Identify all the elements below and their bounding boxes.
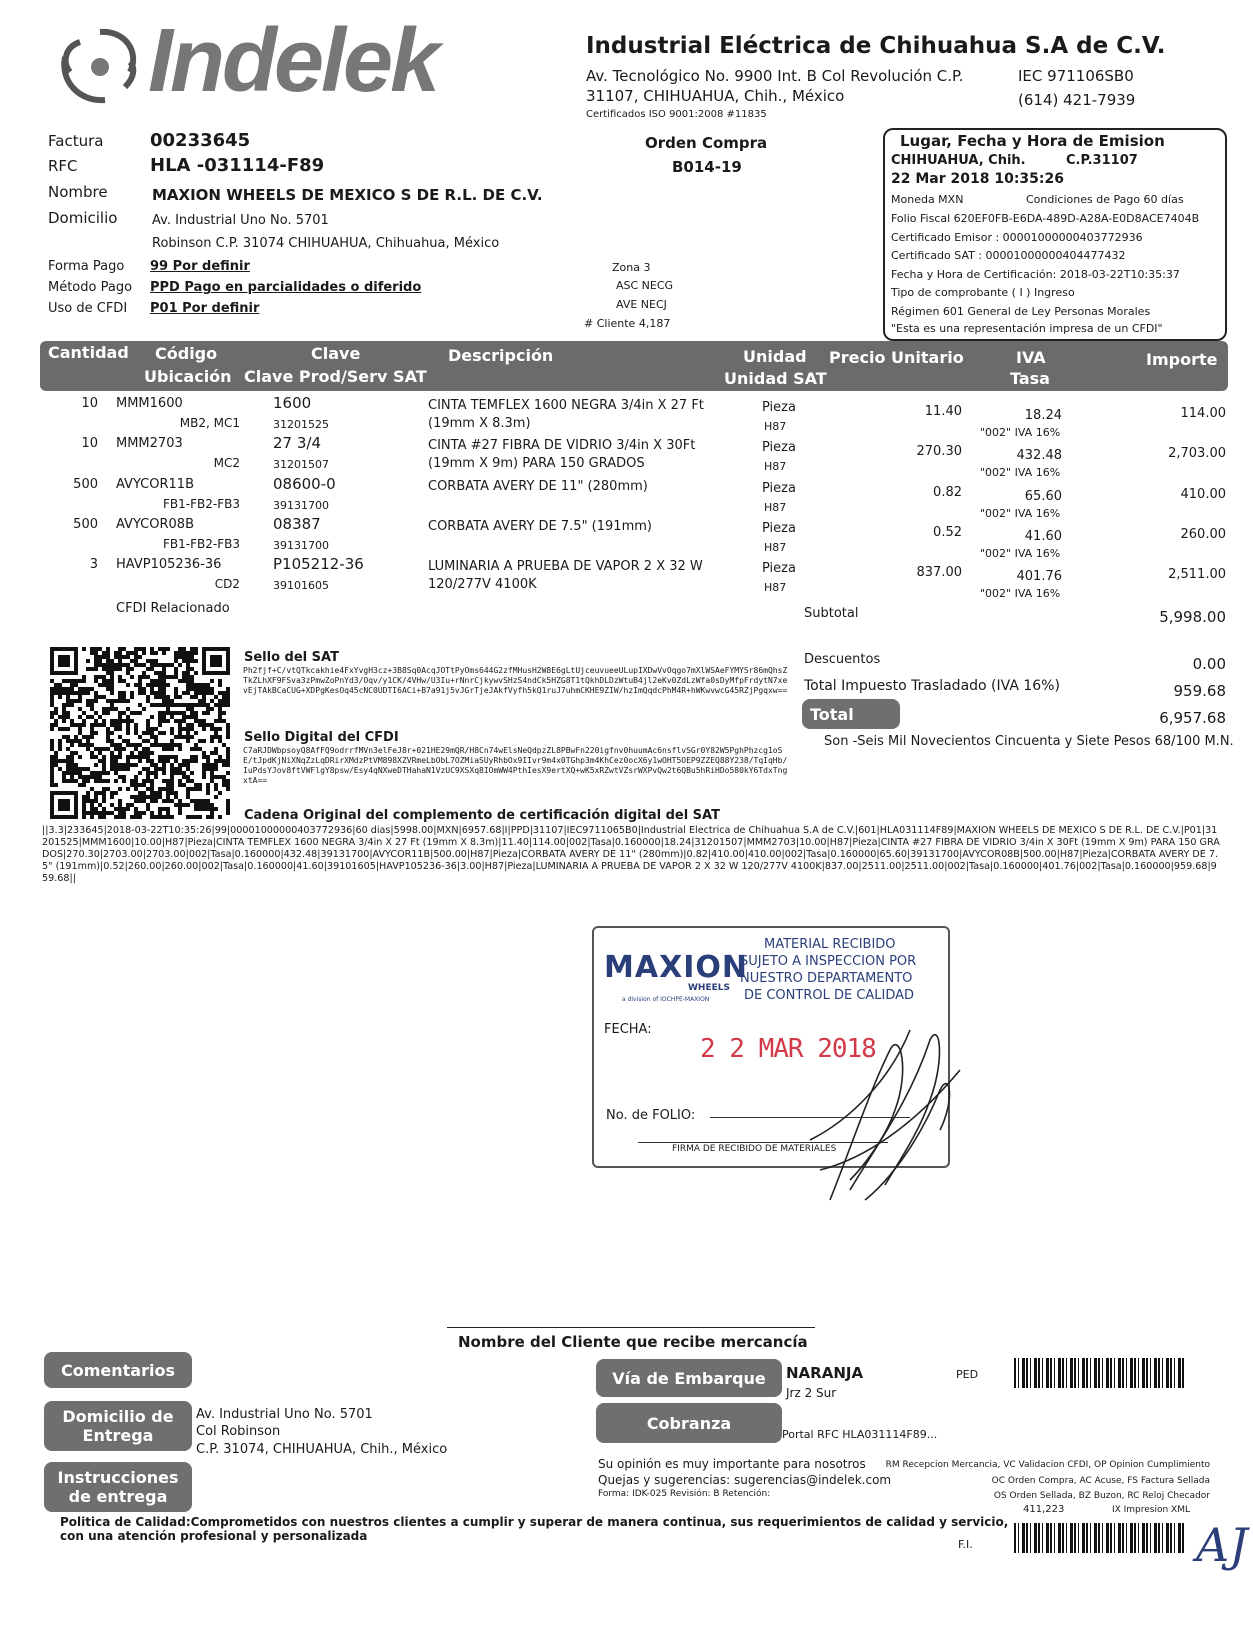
row-codigo: AVYCOR08B — [116, 517, 194, 532]
nombre-label: Nombre — [48, 183, 108, 201]
row-unidad: Pieza — [762, 440, 796, 455]
header-precio: Precio Unitario — [829, 348, 964, 367]
header-ubicacion: Ubicación — [144, 367, 232, 386]
cobranza-button[interactable]: Cobranza — [596, 1403, 782, 1443]
row-clave-sat: 31201525 — [273, 418, 329, 431]
via-embarque-sub: Jrz 2 Sur — [786, 1386, 837, 1400]
domicilio-line-1: Av. Industrial Uno No. 5701 — [152, 213, 329, 228]
orden-compra-label: Orden Compra — [645, 134, 768, 152]
row-precio: 837.00 — [916, 565, 962, 580]
stamp-fecha: 2 2 MAR 2018 — [700, 1034, 876, 1064]
row-precio: 11.40 — [924, 404, 962, 419]
stamp-line-1: MATERIAL RECIBIDO — [764, 937, 896, 952]
row-unidad: Pieza — [762, 561, 796, 576]
zona: Zona 3 — [612, 261, 651, 274]
emision-place: CHIHUAHUA, Chih. — [891, 153, 1026, 168]
opinion-text: Su opinión es muy importante para nosotros — [598, 1457, 866, 1471]
asc: ASC NECG — [616, 279, 674, 292]
ave: AVE NECJ — [616, 298, 667, 311]
stamp-firma-label: FIRMA DE RECIBIDO DE MATERIALES — [672, 1144, 837, 1154]
qr-code-icon — [50, 647, 236, 819]
row-cantidad: 500 — [73, 517, 98, 532]
forma-pago-label: Forma Pago — [48, 259, 125, 274]
emision-cp: C.P.31107 — [1066, 153, 1138, 168]
row-iva: 41.60 — [1024, 529, 1062, 544]
stamp-folio-label: No. de FOLIO: — [606, 1108, 696, 1123]
uso-cfdi-label: Uso de CFDI — [48, 301, 128, 316]
row-precio: 270.30 — [916, 444, 962, 459]
header-cantidad: Cantidad — [48, 343, 129, 362]
cliente-number: # Cliente 4,187 — [584, 317, 671, 330]
row-iva: 401.76 — [1016, 569, 1062, 584]
row-desc-1: CORBATA AVERY DE 11" (280mm) — [428, 479, 648, 494]
header-unidad: Unidad — [743, 347, 807, 366]
handwritten-initials: AJ — [1196, 1518, 1248, 1572]
row-clave: 27 3/4 — [273, 434, 321, 452]
impuesto-value: 959.68 — [1173, 682, 1226, 700]
company-certs: Certificados ISO 9001:2008 #11835 — [586, 109, 767, 120]
sello-cfdi-title: Sello Digital del CFDI — [244, 730, 399, 745]
header-clave: Clave — [311, 344, 361, 363]
cliente-line — [447, 1327, 815, 1328]
forma-pago-value: 99 Por definir — [150, 259, 250, 274]
stamp-fecha-label: FECHA: — [604, 1022, 652, 1037]
header-clave-sat: Clave Prod/Serv SAT — [244, 367, 427, 386]
row-importe: 410.00 — [1180, 487, 1226, 502]
row-clave: P105212-36 — [273, 555, 364, 573]
row-unidad-sat: H87 — [764, 541, 787, 554]
rfc-label: RFC — [48, 157, 78, 175]
total-label: Total — [802, 699, 900, 729]
emision-moneda: Moneda MXN — [891, 193, 964, 206]
row-iva: 18.24 — [1024, 408, 1062, 423]
row-unidad-sat: H87 — [764, 581, 787, 594]
row-precio: 0.52 — [933, 525, 962, 540]
row-importe: 2,703.00 — [1168, 446, 1226, 461]
row-ubicacion: MB2, MC1 — [179, 416, 240, 430]
company-address-1: Av. Tecnológico No. 9900 Int. B Col Revolución C.P. — [586, 67, 964, 85]
row-desc-2: (19mm X 9m) PARA 150 GRADOS — [428, 456, 645, 471]
row-codigo: MMM2703 — [116, 436, 183, 451]
politica-line-1: Politica de Calidad:Comprometidos con nuestros clientes a cumplir y superar de manera continua, sus requerimientos de calidad y servicio, — [60, 1515, 1009, 1529]
row-unidad-sat: H87 — [764, 420, 787, 433]
metodo-pago-label: Método Pago — [48, 280, 133, 295]
row-iva: 65.60 — [1024, 489, 1062, 504]
uso-cfdi-value: P01 Por definir — [150, 301, 260, 316]
row-desc-1: LUMINARIA A PRUEBA DE VAPOR 2 X 32 W — [428, 559, 703, 574]
company-name: Industrial Eléctrica de Chihuahua S.A de C.V. — [586, 33, 1166, 59]
emision-condiciones: Condiciones de Pago 60 días — [1026, 193, 1184, 206]
nombre-value: MAXION WHEELS DE MEXICO S DE R.L. DE C.V. — [152, 186, 543, 204]
row-desc-1: CORBATA AVERY DE 7.5" (191mm) — [428, 519, 652, 534]
stamp-brand-sub: WHEELS — [688, 983, 730, 993]
logo-text: Indelek — [148, 11, 438, 111]
total-value: 6,957.68 — [1159, 709, 1226, 727]
table-header — [40, 341, 1228, 391]
row-cantidad: 3 — [89, 557, 98, 572]
row-codigo: AVYCOR11B — [116, 477, 194, 492]
header-importe: Importe — [1146, 350, 1218, 369]
row-unidad-sat: H87 — [764, 501, 787, 514]
quejas-text: Quejas y sugerencias: sugerencias@indelek.com — [598, 1473, 892, 1487]
domicilio-entrega-button[interactable]: Domicilio de Entrega — [44, 1401, 192, 1451]
row-clave: 08387 — [273, 515, 321, 533]
emision-tipo: Tipo de comprobante ( I ) Ingreso — [891, 286, 1075, 299]
subtotal-value: 5,998.00 — [1159, 608, 1226, 626]
metodo-pago-value: PPD Pago en parcialidades o diferido — [150, 280, 422, 295]
stamp-division: a division of IOCHPE-MAXION — [622, 996, 710, 1003]
barcode-top-icon — [1014, 1358, 1184, 1388]
row-tasa: "002" IVA 16% — [980, 426, 1061, 439]
cadena-text: ||3.3|233645|2018-03-22T10:35:26|99|00001000000403772936|60 dias|5998.00|MXN|6957.68|I|PPD|31107|IEC9711065B0|Industrial Electrica de Chihuahua S.A de C.V.|601|HLA031114F89|MAXION WHEELS DE MEXICO S DE R.L. DE C.V.|P01|31201525|MMM1600|10.00|H87|Pieza|CINTA TEMFLEX 1600 NEGRA 3/4in X 27 Ft (19mm X 8.3m)|11.40|114.00|002|Tasa|0.160000|18.24|31201507|MMM2703|10.00|H87|Pieza|CINTA #27 FIBRA DE VIDRIO 3/4in X 30Ft (19mm X 9m) PARA 150 GRADOS|270.30|2703.00|2703.00|002|Tasa|0.160000|432.48|39131700|AVYCOR11B|500.00|H87|Pieza|CORBATA AVERY DE 11" (280mm)|0.82|410.00|410.00|002|Tasa|0.160000|65.60|39131700|AVYCOR08B|500.00|H87|Pieza|CORBATA AVERY DE 7.5" (191mm)|0.52|260.00|260.00|002|Tasa|0.160000|41.60|39101605|HAVP105236-36|3.00|H87|Pieza|LUMINARIA A PRUEBA DE VAPOR 2 X 32 W 120/277V 4100K|837.00|2511.00|2511.00|002|Tasa|0.160000|401.76|002|Tasa|0.160000|959.68|959.68|| — [42, 825, 1220, 884]
emision-title: Lugar, Fecha y Hora de Emision — [900, 132, 1165, 150]
row-iva: 432.48 — [1016, 448, 1062, 463]
legend-line-4: IX Impresion XML — [1111, 1505, 1190, 1515]
row-cantidad: 10 — [81, 436, 98, 451]
header-unidad-sat: Unidad SAT — [724, 369, 827, 388]
legend-line-2: OC Orden Compra, AC Acuse, FS Factura Sellada — [991, 1476, 1210, 1486]
sello-cfdi-text: C7aRJDWbpsoyQ8AfFQ9odrrfMVn3elFeJ8r+021HE29mQR/H8Cn74wElsNeQdpzZL8PBwFn220igfnv0huumAc6nsflvSGr0Y82W5PghPhzcg1oSE/tJpdKjNiXNqZzLqDRirXMdzPtVM898XZVRmeLbObL7OZMiaSUyRhbOx9IIvr9m4x0TGhp3m4KhCez0ocX6y1wOHT5OEP9ZZEQ88Y238/TqIqHb/IuPdsYJov8ftVWFlgY8psw/Esy4qNXweDTHahaN1VzUC9XSXq8IOmWW4PthIesX9ertXQ+wK5xRZwtVZsrWXPvQw2t6QBu5hRiHDo580kY6TdxTngxtA== — [243, 746, 788, 785]
descuentos-label: Descuentos — [804, 652, 881, 667]
row-codigo: MMM1600 — [116, 396, 183, 411]
domicilio-label: Domicilio — [48, 209, 118, 227]
total-en-letra: Son -Seis Mil Novecientos Cincuenta y Siete Pesos 68/100 M.N. — [824, 734, 1234, 749]
legend-line-3: OS Orden Sellada, BZ Buzon, RC Reloj Checador — [993, 1491, 1210, 1501]
cliente-label: Nombre del Cliente que recibe mercancía — [458, 1333, 808, 1351]
row-unidad: Pieza — [762, 481, 796, 496]
row-desc-1: CINTA #27 FIBRA DE VIDRIO 3/4in X 30Ft — [428, 438, 696, 453]
entrega-line-3: C.P. 31074, CHIHUAHUA, Chih., México — [196, 1442, 448, 1457]
legend-line-1: RM Recepcion Mercancia, VC Validacion CFDI, OP Opinion Cumplimiento — [885, 1460, 1210, 1470]
company-phone: (614) 421-7939 — [1018, 91, 1136, 109]
row-importe: 114.00 — [1180, 406, 1226, 421]
row-desc-2: (19mm X 8.3m) — [428, 416, 531, 431]
portal-info: Portal RFC HLA031114F89... — [782, 1428, 938, 1441]
cadena-title: Cadena Original del complemento de certificación digital del SAT — [244, 808, 720, 823]
row-cantidad: 10 — [81, 396, 98, 411]
header-iva: IVA — [1016, 348, 1046, 367]
barcode-bottom-icon — [1014, 1523, 1184, 1553]
orden-compra-value: B014-19 — [672, 158, 742, 176]
row-precio: 0.82 — [933, 485, 962, 500]
impuesto-label: Total Impuesto Trasladado (IVA 16%) — [804, 678, 1060, 694]
stamp-brand: MAXION — [604, 950, 748, 985]
subtotal-label: Subtotal — [804, 606, 859, 621]
emision-regimen: Régimen 601 General de Ley Personas Morales — [891, 305, 1151, 318]
forma-text: Forma: IDK-025 Revisión: B Retención: — [598, 1489, 771, 1499]
cfdi-relacionado: CFDI Relacionado — [116, 601, 230, 616]
row-ubicacion: MC2 — [213, 456, 240, 470]
domicilio-line-2: Robinson C.P. 31074 CHIHUAHUA, Chihuahua, México — [152, 236, 500, 251]
rfc-value: HLA -031114-F89 — [150, 155, 325, 176]
row-clave: 08600-0 — [273, 475, 336, 493]
row-ubicacion: FB1-FB2-FB3 — [163, 537, 240, 551]
entrega-line-1: Av. Industrial Uno No. 5701 — [196, 1407, 373, 1422]
row-clave-sat: 39101605 — [273, 579, 329, 592]
row-ubicacion: FB1-FB2-FB3 — [163, 497, 240, 511]
row-ubicacion: CD2 — [214, 577, 240, 591]
stamp-line-4: DE CONTROL DE CALIDAD — [744, 988, 915, 1003]
row-unidad: Pieza — [762, 400, 796, 415]
stamp-line-3: NUESTRO DEPARTAMENTO — [740, 971, 913, 986]
row-clave: 1600 — [273, 394, 312, 412]
header-descripcion: Descripción — [448, 346, 554, 365]
instrucciones-entrega-button[interactable]: Instrucciones de entrega — [44, 1462, 192, 1512]
row-clave-sat: 39131700 — [273, 499, 329, 512]
row-codigo: HAVP105236-36 — [116, 557, 222, 572]
emision-folio: Folio Fiscal 620EF0FB-E6DA-489D-A28A-E0D8ACE7404B — [891, 212, 1200, 225]
descuentos-value: 0.00 — [1192, 655, 1226, 673]
factura-number: 00233645 — [150, 130, 251, 151]
politica-line-2: con una atención profesional y personalizada — [60, 1529, 368, 1543]
stamp-line-2: SUJETO A INSPECCION POR — [740, 954, 917, 969]
emision-fecha-cert: Fecha y Hora de Certificación: 2018-03-22T10:35:37 — [891, 268, 1180, 281]
row-desc-2: 120/277V 4100K — [428, 577, 537, 592]
factura-label: Factura — [48, 132, 104, 150]
row-desc-1: CINTA TEMFLEX 1600 NEGRA 3/4in X 27 Ft — [428, 398, 704, 413]
legend-count: 411,223 — [1023, 1504, 1065, 1515]
company-address-2: 31107, CHIHUAHUA, Chih., México — [586, 87, 845, 105]
row-tasa: "002" IVA 16% — [980, 466, 1061, 479]
header-tasa: Tasa — [1010, 369, 1050, 388]
emision-cert-sat: Certificado SAT : 00001000000404477432 — [891, 249, 1126, 262]
row-clave-sat: 31201507 — [273, 458, 329, 471]
company-rfc: IEC 971106SB0 — [1018, 67, 1134, 85]
header-codigo: Código — [155, 344, 218, 363]
row-tasa: "002" IVA 16% — [980, 507, 1061, 520]
row-unidad-sat: H87 — [764, 460, 787, 473]
swirl-logo-icon — [50, 22, 150, 112]
sello-sat-text: Ph2fjf+C/vtQTkcakhie4FxYvgH3cz+3B8Sq0AcqJOTtPyOms644G2zfMHusH2W8E6gLtUjceuvueeULupIXDwVvOqgo7mXlWSAeFYMYSr86mQhsZTkZLhXF9FSva3zPmwZoPnYd3/Oqv/y1CK/4VHw/U3Iu+rNnrCjkywvSHzS4ndCk5HZG8T1tQkhDLDzWtuB4jl2eKv0ZdLzWfa0sDyMfpFrdytN7xevEjTAkBCaCUG+XDPgKesOq45cNC0UDTI6ACi+B7a91j5vJGrTjeJAkfVyfh5kQ1ruJ7uhmCKHE9ZIW/hzImQqdcPhM4R+hWKwvwcG45RZjPgqxw== — [243, 666, 788, 695]
row-unidad: Pieza — [762, 521, 796, 536]
entrega-line-2: Col Robinson — [196, 1424, 281, 1439]
row-importe: 2,511.00 — [1168, 567, 1226, 582]
row-tasa: "002" IVA 16% — [980, 587, 1061, 600]
comentarios-button[interactable]: Comentarios — [44, 1352, 192, 1388]
row-tasa: "002" IVA 16% — [980, 547, 1061, 560]
via-embarque-button[interactable]: Vía de Embarque — [596, 1359, 782, 1397]
signature-icon — [790, 1010, 970, 1210]
emision-nota: "Esta es una representación impresa de un CFDI" — [891, 322, 1163, 335]
row-clave-sat: 39131700 — [273, 539, 329, 552]
emision-cert-emisor: Certificado Emisor : 00001000000403772936 — [891, 231, 1143, 244]
emision-date: 22 Mar 2018 10:35:26 — [891, 171, 1064, 187]
fi-label: F.I. — [958, 1538, 973, 1551]
row-importe: 260.00 — [1180, 527, 1226, 542]
sello-sat-title: Sello del SAT — [244, 650, 339, 665]
via-embarque-value: NARANJA — [786, 1364, 864, 1382]
ped-label: PED — [956, 1368, 979, 1381]
row-cantidad: 500 — [73, 477, 98, 492]
